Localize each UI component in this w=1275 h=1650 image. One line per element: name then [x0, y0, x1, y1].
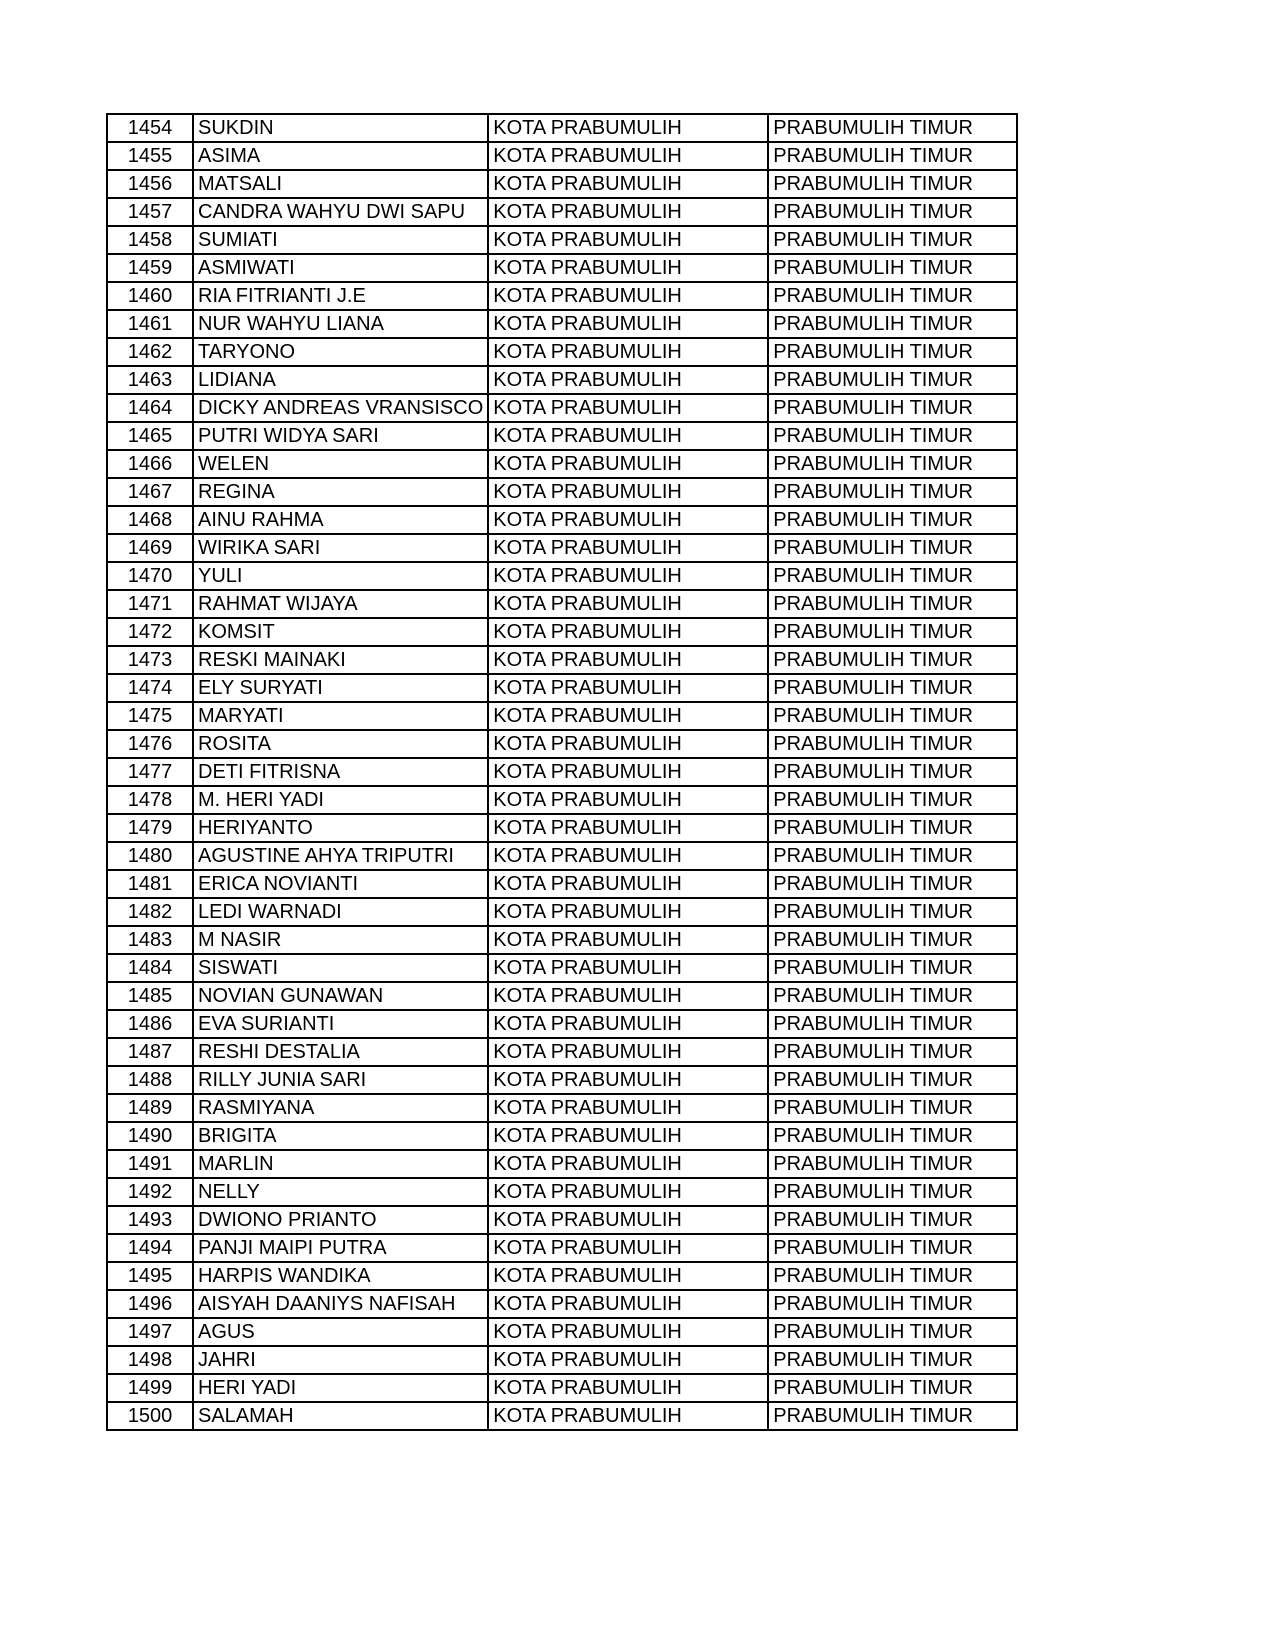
table-row	[107, 1038, 1017, 1066]
row-number-cell: 1457	[107, 198, 193, 226]
city-cell: KOTA PRABUMULIH	[488, 1402, 768, 1430]
district-cell: PRABUMULIH TIMUR	[768, 366, 1017, 394]
name-cell: NUR WAHYU LIANA	[193, 310, 488, 338]
city-cell: KOTA PRABUMULIH	[488, 338, 768, 366]
city-cell: KOTA PRABUMULIH	[488, 814, 768, 842]
row-number-cell: 1466	[107, 450, 193, 478]
table-row	[107, 814, 1017, 842]
name-cell: RAHMAT WIJAYA	[193, 590, 488, 618]
district-cell: PRABUMULIH TIMUR	[768, 1038, 1017, 1066]
name-cell: ELY SURYATI	[193, 674, 488, 702]
district-cell: PRABUMULIH TIMUR	[768, 730, 1017, 758]
name-cell: RILLY JUNIA SARI	[193, 1066, 488, 1094]
district-cell: PRABUMULIH TIMUR	[768, 702, 1017, 730]
city-cell: KOTA PRABUMULIH	[488, 114, 768, 142]
table-row	[107, 534, 1017, 562]
table-row	[107, 226, 1017, 254]
district-cell: PRABUMULIH TIMUR	[768, 254, 1017, 282]
city-cell: KOTA PRABUMULIH	[488, 478, 768, 506]
district-cell: PRABUMULIH TIMUR	[768, 814, 1017, 842]
city-cell: KOTA PRABUMULIH	[488, 590, 768, 618]
city-cell: KOTA PRABUMULIH	[488, 1066, 768, 1094]
city-cell: KOTA PRABUMULIH	[488, 870, 768, 898]
row-number-cell: 1496	[107, 1290, 193, 1318]
district-cell: PRABUMULIH TIMUR	[768, 954, 1017, 982]
data-table	[106, 113, 1018, 1431]
table-row	[107, 142, 1017, 170]
city-cell: KOTA PRABUMULIH	[488, 450, 768, 478]
district-cell: PRABUMULIH TIMUR	[768, 422, 1017, 450]
name-cell: LIDIANA	[193, 366, 488, 394]
name-cell: MARYATI	[193, 702, 488, 730]
table-row	[107, 478, 1017, 506]
row-number-cell: 1469	[107, 534, 193, 562]
city-cell: KOTA PRABUMULIH	[488, 1150, 768, 1178]
table-row	[107, 1122, 1017, 1150]
name-cell: NELLY	[193, 1178, 488, 1206]
table-row	[107, 1178, 1017, 1206]
row-number-cell: 1493	[107, 1206, 193, 1234]
name-cell: SUKDIN	[193, 114, 488, 142]
name-cell: ERICA NOVIANTI	[193, 870, 488, 898]
name-cell: PANJI MAIPI PUTRA	[193, 1234, 488, 1262]
table-row	[107, 394, 1017, 422]
table-row	[107, 254, 1017, 282]
city-cell: KOTA PRABUMULIH	[488, 1122, 768, 1150]
table-row	[107, 702, 1017, 730]
city-cell: KOTA PRABUMULIH	[488, 702, 768, 730]
district-cell: PRABUMULIH TIMUR	[768, 1178, 1017, 1206]
district-cell: PRABUMULIH TIMUR	[768, 758, 1017, 786]
name-cell: NOVIAN GUNAWAN	[193, 982, 488, 1010]
district-cell: PRABUMULIH TIMUR	[768, 1374, 1017, 1402]
district-cell: PRABUMULIH TIMUR	[768, 1346, 1017, 1374]
name-cell: RIA FITRIANTI J.E	[193, 282, 488, 310]
district-cell: PRABUMULIH TIMUR	[768, 1206, 1017, 1234]
table-row	[107, 1290, 1017, 1318]
row-number-cell: 1480	[107, 842, 193, 870]
row-number-cell: 1488	[107, 1066, 193, 1094]
city-cell: KOTA PRABUMULIH	[488, 198, 768, 226]
name-cell: CANDRA WAHYU DWI SAPU	[193, 198, 488, 226]
city-cell: KOTA PRABUMULIH	[488, 786, 768, 814]
table-row	[107, 898, 1017, 926]
city-cell: KOTA PRABUMULIH	[488, 898, 768, 926]
city-cell: KOTA PRABUMULIH	[488, 646, 768, 674]
table-row	[107, 1066, 1017, 1094]
district-cell: PRABUMULIH TIMUR	[768, 310, 1017, 338]
row-number-cell: 1468	[107, 506, 193, 534]
name-cell: DWIONO PRIANTO	[193, 1206, 488, 1234]
table-row	[107, 1318, 1017, 1346]
row-number-cell: 1490	[107, 1122, 193, 1150]
table-row	[107, 198, 1017, 226]
row-number-cell: 1499	[107, 1374, 193, 1402]
city-cell: KOTA PRABUMULIH	[488, 618, 768, 646]
district-cell: PRABUMULIH TIMUR	[768, 282, 1017, 310]
table-row	[107, 450, 1017, 478]
district-cell: PRABUMULIH TIMUR	[768, 786, 1017, 814]
name-cell: SALAMAH	[193, 1402, 488, 1430]
table-row	[107, 1374, 1017, 1402]
row-number-cell: 1489	[107, 1094, 193, 1122]
table-row	[107, 590, 1017, 618]
table-row	[107, 422, 1017, 450]
row-number-cell: 1465	[107, 422, 193, 450]
city-cell: KOTA PRABUMULIH	[488, 226, 768, 254]
row-number-cell: 1482	[107, 898, 193, 926]
name-cell: M NASIR	[193, 926, 488, 954]
district-cell: PRABUMULIH TIMUR	[768, 646, 1017, 674]
row-number-cell: 1483	[107, 926, 193, 954]
city-cell: KOTA PRABUMULIH	[488, 254, 768, 282]
district-cell: PRABUMULIH TIMUR	[768, 1402, 1017, 1430]
row-number-cell: 1463	[107, 366, 193, 394]
district-cell: PRABUMULIH TIMUR	[768, 1262, 1017, 1290]
name-cell: ROSITA	[193, 730, 488, 758]
table-row	[107, 506, 1017, 534]
city-cell: KOTA PRABUMULIH	[488, 282, 768, 310]
row-number-cell: 1458	[107, 226, 193, 254]
city-cell: KOTA PRABUMULIH	[488, 730, 768, 758]
name-cell: AINU RAHMA	[193, 506, 488, 534]
row-number-cell: 1487	[107, 1038, 193, 1066]
district-cell: PRABUMULIH TIMUR	[768, 898, 1017, 926]
table-row	[107, 674, 1017, 702]
city-cell: KOTA PRABUMULIH	[488, 1346, 768, 1374]
name-cell: HERIYANTO	[193, 814, 488, 842]
table-row	[107, 758, 1017, 786]
row-number-cell: 1497	[107, 1318, 193, 1346]
district-cell: PRABUMULIH TIMUR	[768, 926, 1017, 954]
city-cell: KOTA PRABUMULIH	[488, 506, 768, 534]
table-row	[107, 730, 1017, 758]
row-number-cell: 1500	[107, 1402, 193, 1430]
city-cell: KOTA PRABUMULIH	[488, 1234, 768, 1262]
city-cell: KOTA PRABUMULIH	[488, 422, 768, 450]
name-cell: MATSALI	[193, 170, 488, 198]
row-number-cell: 1475	[107, 702, 193, 730]
row-number-cell: 1454	[107, 114, 193, 142]
name-cell: REGINA	[193, 478, 488, 506]
city-cell: KOTA PRABUMULIH	[488, 1374, 768, 1402]
name-cell: RASMIYANA	[193, 1094, 488, 1122]
district-cell: PRABUMULIH TIMUR	[768, 338, 1017, 366]
table-row	[107, 1346, 1017, 1374]
city-cell: KOTA PRABUMULIH	[488, 562, 768, 590]
table-row	[107, 954, 1017, 982]
district-cell: PRABUMULIH TIMUR	[768, 674, 1017, 702]
name-cell: KOMSIT	[193, 618, 488, 646]
city-cell: KOTA PRABUMULIH	[488, 926, 768, 954]
row-number-cell: 1476	[107, 730, 193, 758]
table-row	[107, 1402, 1017, 1430]
district-cell: PRABUMULIH TIMUR	[768, 450, 1017, 478]
row-number-cell: 1470	[107, 562, 193, 590]
district-cell: PRABUMULIH TIMUR	[768, 170, 1017, 198]
district-cell: PRABUMULIH TIMUR	[768, 1066, 1017, 1094]
name-cell: LEDI WARNADI	[193, 898, 488, 926]
district-cell: PRABUMULIH TIMUR	[768, 870, 1017, 898]
table-row	[107, 618, 1017, 646]
city-cell: KOTA PRABUMULIH	[488, 954, 768, 982]
table-row	[107, 870, 1017, 898]
name-cell: MARLIN	[193, 1150, 488, 1178]
district-cell: PRABUMULIH TIMUR	[768, 590, 1017, 618]
name-cell: EVA SURIANTI	[193, 1010, 488, 1038]
row-number-cell: 1455	[107, 142, 193, 170]
name-cell: TARYONO	[193, 338, 488, 366]
city-cell: KOTA PRABUMULIH	[488, 1290, 768, 1318]
city-cell: KOTA PRABUMULIH	[488, 758, 768, 786]
table-body	[107, 114, 1017, 1430]
row-number-cell: 1474	[107, 674, 193, 702]
table-row	[107, 282, 1017, 310]
table-row	[107, 310, 1017, 338]
name-cell: AGUSTINE AHYA TRIPUTRI	[193, 842, 488, 870]
name-cell: SUMIATI	[193, 226, 488, 254]
table-row	[107, 982, 1017, 1010]
name-cell: HARPIS WANDIKA	[193, 1262, 488, 1290]
name-cell: PUTRI WIDYA SARI	[193, 422, 488, 450]
city-cell: KOTA PRABUMULIH	[488, 982, 768, 1010]
city-cell: KOTA PRABUMULIH	[488, 366, 768, 394]
row-number-cell: 1459	[107, 254, 193, 282]
district-cell: PRABUMULIH TIMUR	[768, 534, 1017, 562]
name-cell: AGUS	[193, 1318, 488, 1346]
district-cell: PRABUMULIH TIMUR	[768, 842, 1017, 870]
city-cell: KOTA PRABUMULIH	[488, 674, 768, 702]
name-cell: SISWATI	[193, 954, 488, 982]
name-cell: WIRIKA SARI	[193, 534, 488, 562]
city-cell: KOTA PRABUMULIH	[488, 1038, 768, 1066]
name-cell: DETI FITRISNA	[193, 758, 488, 786]
city-cell: KOTA PRABUMULIH	[488, 1262, 768, 1290]
row-number-cell: 1486	[107, 1010, 193, 1038]
district-cell: PRABUMULIH TIMUR	[768, 618, 1017, 646]
row-number-cell: 1485	[107, 982, 193, 1010]
city-cell: KOTA PRABUMULIH	[488, 842, 768, 870]
name-cell: WELEN	[193, 450, 488, 478]
name-cell: M. HERI YADI	[193, 786, 488, 814]
name-cell: ASMIWATI	[193, 254, 488, 282]
name-cell: YULI	[193, 562, 488, 590]
table-row	[107, 562, 1017, 590]
row-number-cell: 1481	[107, 870, 193, 898]
district-cell: PRABUMULIH TIMUR	[768, 1318, 1017, 1346]
row-number-cell: 1477	[107, 758, 193, 786]
table-row	[107, 926, 1017, 954]
row-number-cell: 1484	[107, 954, 193, 982]
district-cell: PRABUMULIH TIMUR	[768, 478, 1017, 506]
district-cell: PRABUMULIH TIMUR	[768, 142, 1017, 170]
city-cell: KOTA PRABUMULIH	[488, 1206, 768, 1234]
row-number-cell: 1471	[107, 590, 193, 618]
table-row	[107, 338, 1017, 366]
row-number-cell: 1473	[107, 646, 193, 674]
district-cell: PRABUMULIH TIMUR	[768, 1010, 1017, 1038]
row-number-cell: 1478	[107, 786, 193, 814]
table-row	[107, 1094, 1017, 1122]
city-cell: KOTA PRABUMULIH	[488, 170, 768, 198]
row-number-cell: 1492	[107, 1178, 193, 1206]
table-row	[107, 842, 1017, 870]
row-number-cell: 1464	[107, 394, 193, 422]
row-number-cell: 1461	[107, 310, 193, 338]
table-row	[107, 1206, 1017, 1234]
name-cell: ASIMA	[193, 142, 488, 170]
district-cell: PRABUMULIH TIMUR	[768, 226, 1017, 254]
name-cell: RESKI MAINAKI	[193, 646, 488, 674]
city-cell: KOTA PRABUMULIH	[488, 394, 768, 422]
city-cell: KOTA PRABUMULIH	[488, 142, 768, 170]
name-cell: DICKY ANDREAS VRANSISCO	[193, 394, 488, 422]
name-cell: BRIGITA	[193, 1122, 488, 1150]
row-number-cell: 1495	[107, 1262, 193, 1290]
city-cell: KOTA PRABUMULIH	[488, 1318, 768, 1346]
table-row	[107, 1262, 1017, 1290]
row-number-cell: 1498	[107, 1346, 193, 1374]
row-number-cell: 1460	[107, 282, 193, 310]
row-number-cell: 1479	[107, 814, 193, 842]
row-number-cell: 1456	[107, 170, 193, 198]
table-row	[107, 114, 1017, 142]
district-cell: PRABUMULIH TIMUR	[768, 1094, 1017, 1122]
name-cell: AISYAH DAANIYS NAFISAH	[193, 1290, 488, 1318]
district-cell: PRABUMULIH TIMUR	[768, 198, 1017, 226]
district-cell: PRABUMULIH TIMUR	[768, 114, 1017, 142]
district-cell: PRABUMULIH TIMUR	[768, 1122, 1017, 1150]
row-number-cell: 1494	[107, 1234, 193, 1262]
district-cell: PRABUMULIH TIMUR	[768, 1234, 1017, 1262]
city-cell: KOTA PRABUMULIH	[488, 1010, 768, 1038]
district-cell: PRABUMULIH TIMUR	[768, 1290, 1017, 1318]
table-row	[107, 170, 1017, 198]
name-cell: RESHI DESTALIA	[193, 1038, 488, 1066]
row-number-cell: 1467	[107, 478, 193, 506]
city-cell: KOTA PRABUMULIH	[488, 310, 768, 338]
table-row	[107, 366, 1017, 394]
row-number-cell: 1491	[107, 1150, 193, 1178]
row-number-cell: 1462	[107, 338, 193, 366]
district-cell: PRABUMULIH TIMUR	[768, 1150, 1017, 1178]
row-number-cell: 1472	[107, 618, 193, 646]
district-cell: PRABUMULIH TIMUR	[768, 562, 1017, 590]
name-cell: JAHRI	[193, 1346, 488, 1374]
city-cell: KOTA PRABUMULIH	[488, 1094, 768, 1122]
district-cell: PRABUMULIH TIMUR	[768, 394, 1017, 422]
city-cell: KOTA PRABUMULIH	[488, 534, 768, 562]
table-row	[107, 1010, 1017, 1038]
district-cell: PRABUMULIH TIMUR	[768, 982, 1017, 1010]
city-cell: KOTA PRABUMULIH	[488, 1178, 768, 1206]
table-row	[107, 1234, 1017, 1262]
name-cell: HERI YADI	[193, 1374, 488, 1402]
table-row	[107, 1150, 1017, 1178]
table-row	[107, 786, 1017, 814]
table-row	[107, 646, 1017, 674]
district-cell: PRABUMULIH TIMUR	[768, 506, 1017, 534]
